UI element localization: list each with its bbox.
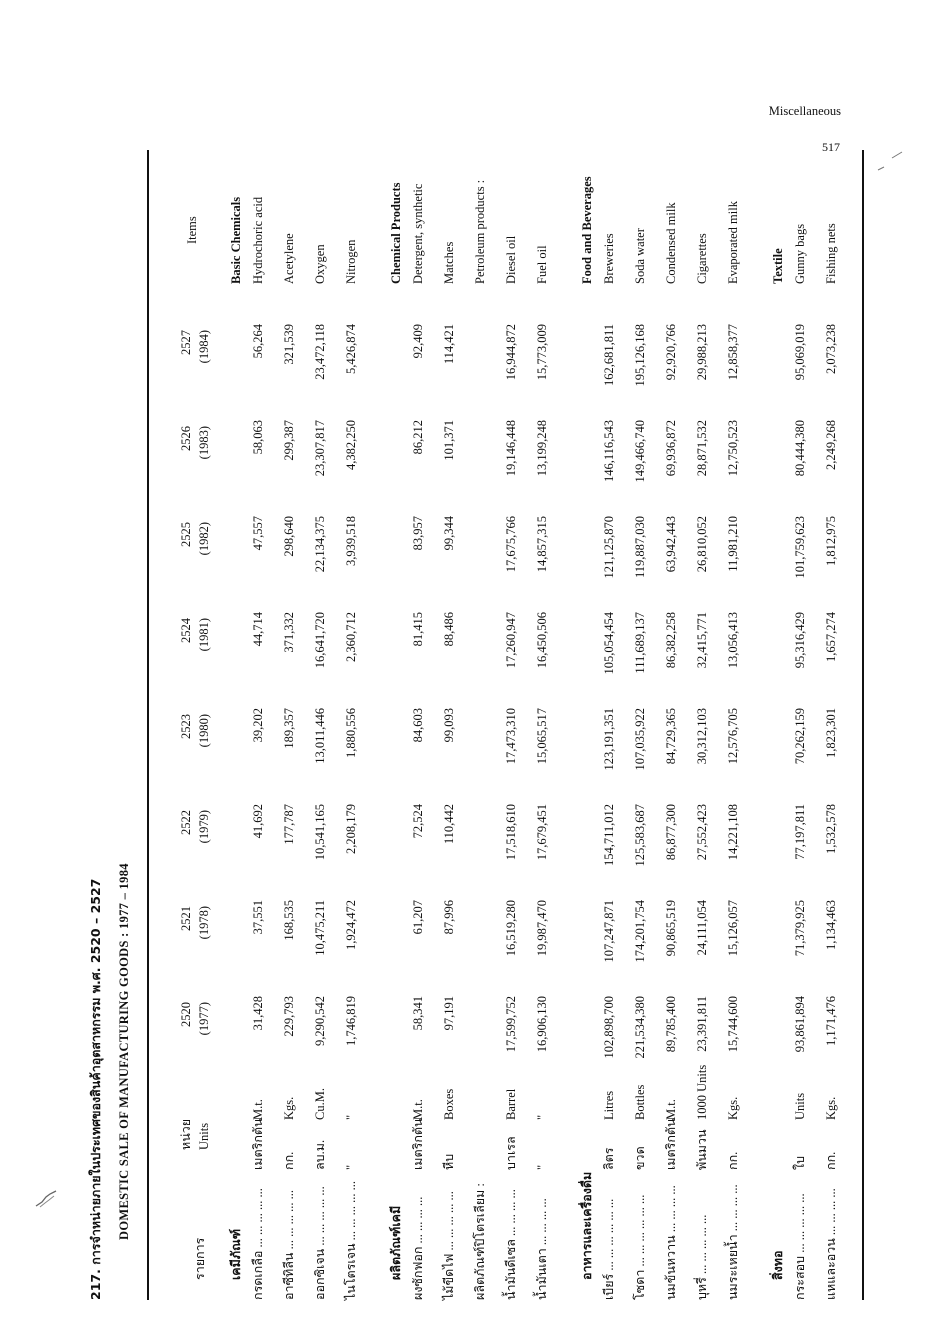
table-cell-value: 1,823,301 (824, 708, 838, 758)
header-year-ad: (1983) (197, 426, 211, 460)
table-cell-value: 107,247,871 (602, 900, 616, 963)
table-cell-value: 111,689,137 (633, 612, 647, 674)
table-cell-value: 13,011,446 (313, 708, 327, 764)
section-header: Miscellaneous (768, 104, 841, 118)
row-unit-english: Litres (602, 1090, 616, 1120)
table-cell-value: 95,316,429 (793, 612, 807, 669)
table-cell-value: 189,357 (282, 708, 296, 749)
table-cell-value: 16,906,130 (535, 996, 549, 1053)
section-title-thai: เคมีภัณฑ์ (229, 1228, 243, 1280)
table-cell-value: 177,787 (282, 804, 296, 845)
table-cell-value: 86,382,258 (664, 612, 678, 669)
table-title-thai: 217. การจำหน่ายภายในประเทศของสินค้าอุตสาหกรรม พ.ศ. 2520 – 2527 (88, 878, 103, 1300)
row-unit-thai: หีบ (442, 1153, 456, 1170)
row-unit-english: Bottles (633, 1084, 647, 1120)
table-cell-value: 39,202 (251, 708, 265, 743)
header-year-be: 2523 (179, 714, 193, 739)
scan-smudge-icon (34, 1188, 60, 1210)
header-year-ad: (1984) (197, 330, 211, 364)
table-cell-value: 119,887,030 (633, 516, 647, 579)
table-cell-value: 93,861,894 (793, 996, 807, 1053)
table-cell-value: 14,221,108 (726, 804, 740, 861)
table-cell-value: 28,871,532 (695, 420, 709, 477)
table-cell-value: 87,996 (442, 900, 456, 935)
table-cell-value: 110,442 (442, 804, 456, 845)
table-cell-value: 15,773,009 (535, 324, 549, 381)
table-cell-value: 23,307,817 (313, 420, 327, 477)
row-label-english: Hydrochoric acid (251, 196, 265, 284)
row-label-english: Nitrogen (344, 239, 358, 284)
table-cell-value: 95,069,019 (793, 324, 807, 381)
table-cell-value: 17,518,610 (504, 804, 518, 861)
table-cell-value: 88,486 (442, 612, 456, 647)
header-year-ad: (1981) (197, 618, 211, 652)
table-cell-value: 17,679,451 (535, 804, 549, 861)
row-label-english: Petroleum products : (473, 179, 487, 284)
table-cell-value: 23,472,118 (313, 324, 327, 380)
table-cell-value: 61,207 (411, 900, 425, 935)
table-cell-value: 99,344 (442, 516, 456, 551)
table-cell-value: 15,065,517 (535, 708, 549, 765)
row-unit-thai: " (535, 1164, 549, 1170)
section-title-thai: สิ่งทอ (771, 1250, 785, 1280)
table-cell-value: 97,191 (442, 996, 456, 1031)
header-items-english: Items (185, 216, 199, 244)
table-cell-value: 1,171,476 (824, 996, 838, 1046)
table-cell-value: 84,603 (411, 708, 425, 743)
table-title-english: DOMESTIC SALE OF MANUFACTURING GOODS : 1977 – 1984 (117, 863, 131, 1240)
row-label-english: Evaporated milk (726, 201, 740, 284)
table-cell-value: 72,524 (411, 804, 425, 839)
row-unit-english: Kgs. (726, 1096, 740, 1120)
table-cell-value: 17,599,752 (504, 996, 518, 1053)
header-year-ad: (1982) (197, 522, 211, 556)
table-cell-value: 12,576,705 (726, 708, 740, 765)
row-unit-english: Cu.M. (313, 1088, 327, 1120)
row-label-thai: กรดเกลือ ... ... ... ... ... (251, 1188, 265, 1300)
table-cell-value: 162,681,811 (602, 324, 616, 387)
row-label-thai: นมระเหยน้ำ ... ... ... ... (726, 1184, 740, 1300)
table-cell-value: 30,312,103 (695, 708, 709, 765)
table-cell-value: 15,744,600 (726, 996, 740, 1053)
row-label-thai: ไม้ขีดไฟ ... ... ... ... ... (442, 1191, 456, 1300)
row-label-thai: เบียร์ ... ... ... ... ... ... (602, 1198, 616, 1300)
row-label-english: Diesel oil (504, 235, 518, 284)
table-cell-value: 102,898,700 (602, 996, 616, 1059)
table-cell-value: 31,428 (251, 996, 265, 1031)
table-cell-value: 221,534,380 (633, 996, 647, 1059)
section-title-english: Basic Chemicals (229, 196, 243, 284)
table-cell-value: 3,939,518 (344, 516, 358, 566)
table-cell-value: 32,415,771 (695, 612, 709, 669)
row-label-thai: ผงซักฟอก ... ... ... ... (411, 1196, 425, 1300)
table-cell-value: 26,810,052 (695, 516, 709, 573)
row-unit-english: Units (793, 1092, 807, 1120)
section-title-english: Textile (771, 248, 785, 284)
table-cell-value: 92,920,766 (664, 324, 678, 381)
table-cell-value: 1,657,274 (824, 612, 838, 662)
table-cell-value: 12,750,523 (726, 420, 740, 477)
table-cell-value: 1,812,975 (824, 516, 838, 566)
header-year-be: 2526 (179, 426, 193, 451)
table-cell-value: 13,199,248 (535, 420, 549, 477)
table-cell-value: 195,126,168 (633, 324, 647, 387)
header-year-be: 2524 (179, 618, 193, 643)
table-cell-value: 114,421 (442, 324, 456, 365)
table-cell-value: 17,473,310 (504, 708, 518, 765)
header-year-be: 2525 (179, 522, 193, 547)
row-label-english: Matches (442, 241, 456, 284)
table-cell-value: 47,557 (251, 516, 265, 551)
row-unit-english: 1000 Units (695, 1064, 709, 1120)
table-cell-value: 80,444,380 (793, 420, 807, 477)
header-item-thai: รายการ (193, 1237, 207, 1280)
row-unit-english: Boxes (442, 1088, 456, 1120)
table-cell-value: 24,111,054 (695, 900, 709, 956)
table-cell-value: 321,539 (282, 324, 296, 365)
table-cell-value: 2,073,238 (824, 324, 838, 374)
table-cell-value: 44,714 (251, 612, 265, 647)
row-unit-thai: เมตริกตัน (411, 1118, 425, 1170)
row-label-thai: น้ำมันดีเซล ... ... ... ... (504, 1189, 518, 1300)
table-cell-value: 125,583,687 (633, 804, 647, 867)
row-label-thai: กระสอบ ... ... ... ... ... (793, 1193, 807, 1300)
table-cell-value: 371,332 (282, 612, 296, 653)
header-year-be: 2527 (179, 330, 193, 355)
header-unit-english: Units (197, 1122, 211, 1150)
row-unit-thai: " (344, 1164, 358, 1170)
row-unit-english: " (535, 1114, 549, 1120)
table-cell-value: 16,944,872 (504, 324, 518, 381)
top-rule (147, 150, 149, 1300)
table-cell-value: 121,125,870 (602, 516, 616, 579)
row-unit-thai: กก. (824, 1151, 838, 1170)
table-cell-value: 13,056,413 (726, 612, 740, 669)
row-unit-english: Kgs. (824, 1096, 838, 1120)
row-label-english: Breweries (602, 233, 616, 284)
row-label-thai: โซดา ... ... ... ... ... ... (633, 1194, 647, 1300)
row-label-thai: ผลิตภัณฑ์ปิโตรเลียม : (473, 1183, 487, 1300)
table-cell-value: 83,957 (411, 516, 425, 551)
header-year-be: 2520 (179, 1002, 193, 1027)
table-cell-value: 101,371 (442, 420, 456, 461)
table-cell-value: 92,409 (411, 324, 425, 359)
row-label-english: Detergent, synthetic (411, 183, 425, 284)
row-unit-thai: กก. (726, 1151, 740, 1170)
table-cell-value: 58,063 (251, 420, 265, 455)
table-cell-value: 29,988,213 (695, 324, 709, 381)
page-number: 517 (822, 140, 840, 154)
table-cell-value: 299,387 (282, 420, 296, 461)
header-year-ad: (1979) (197, 810, 211, 844)
table-cell-value: 99,093 (442, 708, 456, 743)
header-unit-thai: หน่วย (179, 1118, 193, 1150)
table-cell-value: 1,746,819 (344, 996, 358, 1046)
row-unit-thai: ลบ.ม. (313, 1139, 327, 1170)
row-unit-english: M.t. (251, 1099, 265, 1120)
row-unit-thai: เมตริกตัน (251, 1118, 265, 1170)
table-cell-value: 86,877,300 (664, 804, 678, 861)
row-label-thai: บุหรี่ ... ... ... ... ... (695, 1214, 709, 1300)
table-cell-value: 1,134,463 (824, 900, 838, 950)
row-unit-thai: เมตริกตัน (664, 1118, 678, 1170)
row-unit-english: " (344, 1114, 358, 1120)
table-cell-value: 77,197,811 (793, 804, 807, 860)
row-label-thai: ออกซิเจน ... ... ... ... ... (313, 1186, 327, 1300)
row-unit-thai: ใบ (793, 1155, 807, 1170)
table-cell-value: 154,711,012 (602, 804, 616, 867)
rotated-table-page (80, 140, 870, 1300)
table-cell-value: 86,212 (411, 420, 425, 455)
row-label-english: Gunny bags (793, 223, 807, 284)
table-cell-value: 27,552,423 (695, 804, 709, 861)
table-cell-value: 1,924,472 (344, 900, 358, 950)
section-title-thai: ผลิตภัณฑ์เคมี (389, 1205, 403, 1280)
row-unit-thai: พันมวน (695, 1129, 709, 1170)
table-cell-value: 56,264 (251, 324, 265, 359)
table-cell-value: 90,865,519 (664, 900, 678, 957)
row-label-thai: นมข้นหวาน ... ... ... ... (664, 1185, 678, 1300)
table-cell-value: 17,260,947 (504, 612, 518, 669)
table-cell-value: 123,191,351 (602, 708, 616, 771)
table-cell-value: 298,640 (282, 516, 296, 557)
table-cell-value: 168,535 (282, 900, 296, 941)
row-label-thai: แหและอวน ... ... ... ... (824, 1188, 838, 1300)
table-cell-value: 9,290,542 (313, 996, 327, 1046)
table-cell-value: 2,249,268 (824, 420, 838, 470)
row-label-english: Fuel oil (535, 245, 549, 284)
row-unit-thai: ขวด (633, 1146, 647, 1170)
table-cell-value: 37,551 (251, 900, 265, 935)
row-label-english: Acetylene (282, 233, 296, 284)
table-cell-value: 16,450,506 (535, 612, 549, 669)
row-label-thai: น้ำมันเตา ... ... ... ... (535, 1198, 549, 1300)
table-cell-value: 101,759,623 (793, 516, 807, 579)
row-label-english: Cigarettes (695, 233, 709, 284)
table-cell-value: 107,035,922 (633, 708, 647, 771)
table-cell-value: 14,857,315 (535, 516, 549, 573)
table-cell-value: 41,692 (251, 804, 265, 839)
row-unit-english: M.t. (664, 1099, 678, 1120)
section-title-english: Food and Beverages (580, 176, 594, 284)
row-label-english: Oxygen (313, 244, 327, 284)
table-cell-value: 89,785,400 (664, 996, 678, 1053)
section-title-english: Chemical Products (389, 182, 403, 284)
table-cell-value: 149,466,740 (633, 420, 647, 483)
table-cell-value: 81,415 (411, 612, 425, 647)
table-cell-value: 174,201,754 (633, 900, 647, 963)
table-cell-value: 2,360,712 (344, 612, 358, 662)
table-cell-value: 17,675,766 (504, 516, 518, 573)
table-cell-value: 11,981,210 (726, 516, 740, 572)
table-cell-value: 23,391,811 (695, 996, 709, 1052)
table-cell-value: 63,942,443 (664, 516, 678, 573)
row-label-thai: ไนโตรเจน ... ... ... ... ... (344, 1180, 358, 1300)
row-label-english: Condensed milk (664, 202, 678, 284)
table-cell-value: 2,208,179 (344, 804, 358, 854)
table-cell-value: 10,541,165 (313, 804, 327, 861)
row-unit-thai: กก. (282, 1151, 296, 1170)
bottom-rule (862, 150, 864, 1300)
row-label-english: Soda water (633, 228, 647, 284)
row-unit-english: Barrel (504, 1088, 518, 1120)
row-label-thai: อาซีทิลีน ... ... ... ... ... (282, 1190, 296, 1300)
row-unit-thai: ลิตร (602, 1147, 616, 1170)
header-year-ad: (1977) (197, 1002, 211, 1036)
table-cell-value: 12,858,377 (726, 324, 740, 381)
table-cell-value: 10,475,211 (313, 900, 327, 956)
section-title-thai: อาหารและเครื่องดื่ม (580, 1171, 594, 1280)
header-year-be: 2521 (179, 906, 193, 931)
table-cell-value: 5,426,874 (344, 324, 358, 374)
table-cell-value: 105,054,454 (602, 612, 616, 675)
table-cell-value: 19,987,470 (535, 900, 549, 957)
table-cell-value: 58,341 (411, 996, 425, 1031)
header-year-ad: (1978) (197, 906, 211, 940)
table-cell-value: 19,146,448 (504, 420, 518, 477)
table-cell-value: 70,262,159 (793, 708, 807, 765)
table-cell-value: 15,126,057 (726, 900, 740, 957)
table-cell-value: 16,519,280 (504, 900, 518, 957)
row-label-english: Fishing nets (824, 223, 838, 284)
table-cell-value: 16,641,720 (313, 612, 327, 669)
header-year-ad: (1980) (197, 714, 211, 748)
table-cell-value: 1,532,578 (824, 804, 838, 854)
table-cell-value: 71,379,925 (793, 900, 807, 957)
header-year-be: 2522 (179, 810, 193, 835)
table-cell-value: 229,793 (282, 996, 296, 1037)
row-unit-thai: บาเรล (504, 1136, 518, 1170)
table-cell-value: 1,880,556 (344, 708, 358, 758)
scan-mark-icon (876, 150, 904, 174)
table-cell-value: 22,134,375 (313, 516, 327, 573)
table-cell-value: 4,382,250 (344, 420, 358, 470)
row-unit-english: M.t. (411, 1099, 425, 1120)
table-cell-value: 69,936,872 (664, 420, 678, 477)
table-cell-value: 146,116,543 (602, 420, 616, 483)
row-unit-english: Kgs. (282, 1096, 296, 1120)
table-cell-value: 84,729,365 (664, 708, 678, 765)
